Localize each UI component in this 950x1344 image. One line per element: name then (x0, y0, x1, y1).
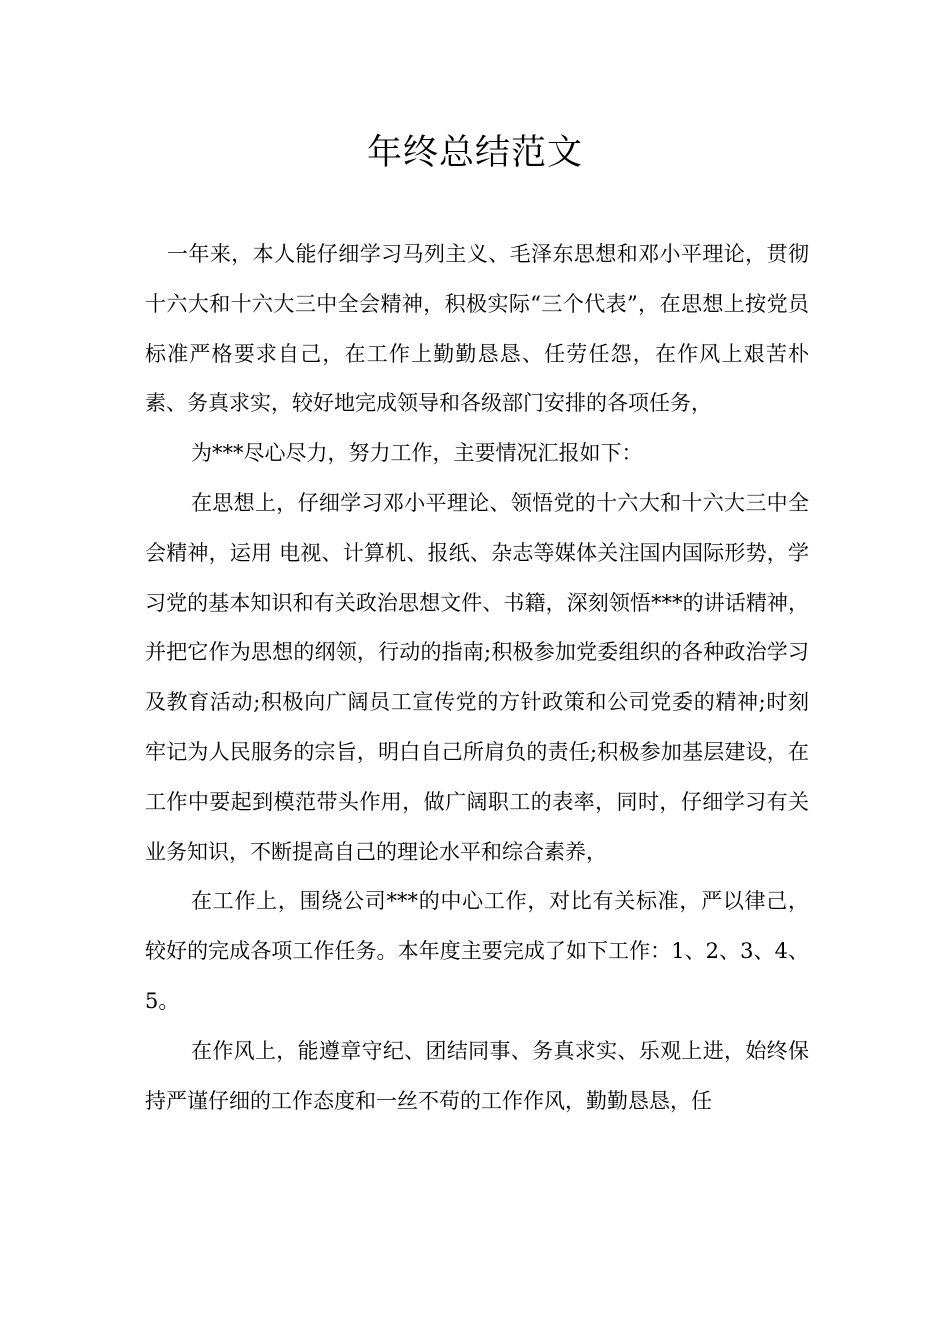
document-body (145, 230, 809, 1126)
paragraph-work: 在工作上，围绕公司***的中心工作，对比有关标准，严以律己，较好的完成各项工作任务。本年度主要完成了如下工作：1、2、3、4、5。 (145, 889, 809, 1013)
paragraph-style: 在作风上，能遵章守纪、团结同事、务真求实、乐观上进，始终保持严谨仔细的工作态度和一丝不苟的工作作风，勤勤恳恳，任 (145, 1038, 809, 1113)
document-title: 年终总结范文 (366, 133, 583, 173)
paragraph-report-lead: 为***尽心尽力，努力工作，主要情况汇报如下： (191, 441, 643, 466)
paragraph-thought: 在思想上，仔细学习邓小平理论、领悟党的十六大和十六大三中全会精神，运用 电视、计算机、报纸、杂志等媒体关注国内国际形势，学习党的基本知识和有关政治思想文件、书籍，深刻领悟***的讲话精神，并把它作为思想的纲领，行动的指南;积极参加党委组织的各种政治学习及教育活动;积极向广阔员工宣传党的方针政策和公司党委的精神;时刻牢记为人民服务的宗旨，明白自己所肩负的责任;积极参加基层建设，在工作中要起到模范带头作用，做广阔职工的表率，同时，仔细学习有关业务知识，不断提高自己的理论水平和综合素养， (145, 490, 809, 864)
paragraph-intro: 一年来，本人能仔细学习马列主义、毛泽东思想和邓小平理论，贯彻十六大和十六大三中全会精神，积极实际“三个代表”，在思想上按党员标准严格要求自己，在工作上勤勤恳恳、任劳任怨，在作风上艰苦朴素、务真求实，较好地完成领导和各级部门安排的各项任务， (145, 242, 809, 416)
